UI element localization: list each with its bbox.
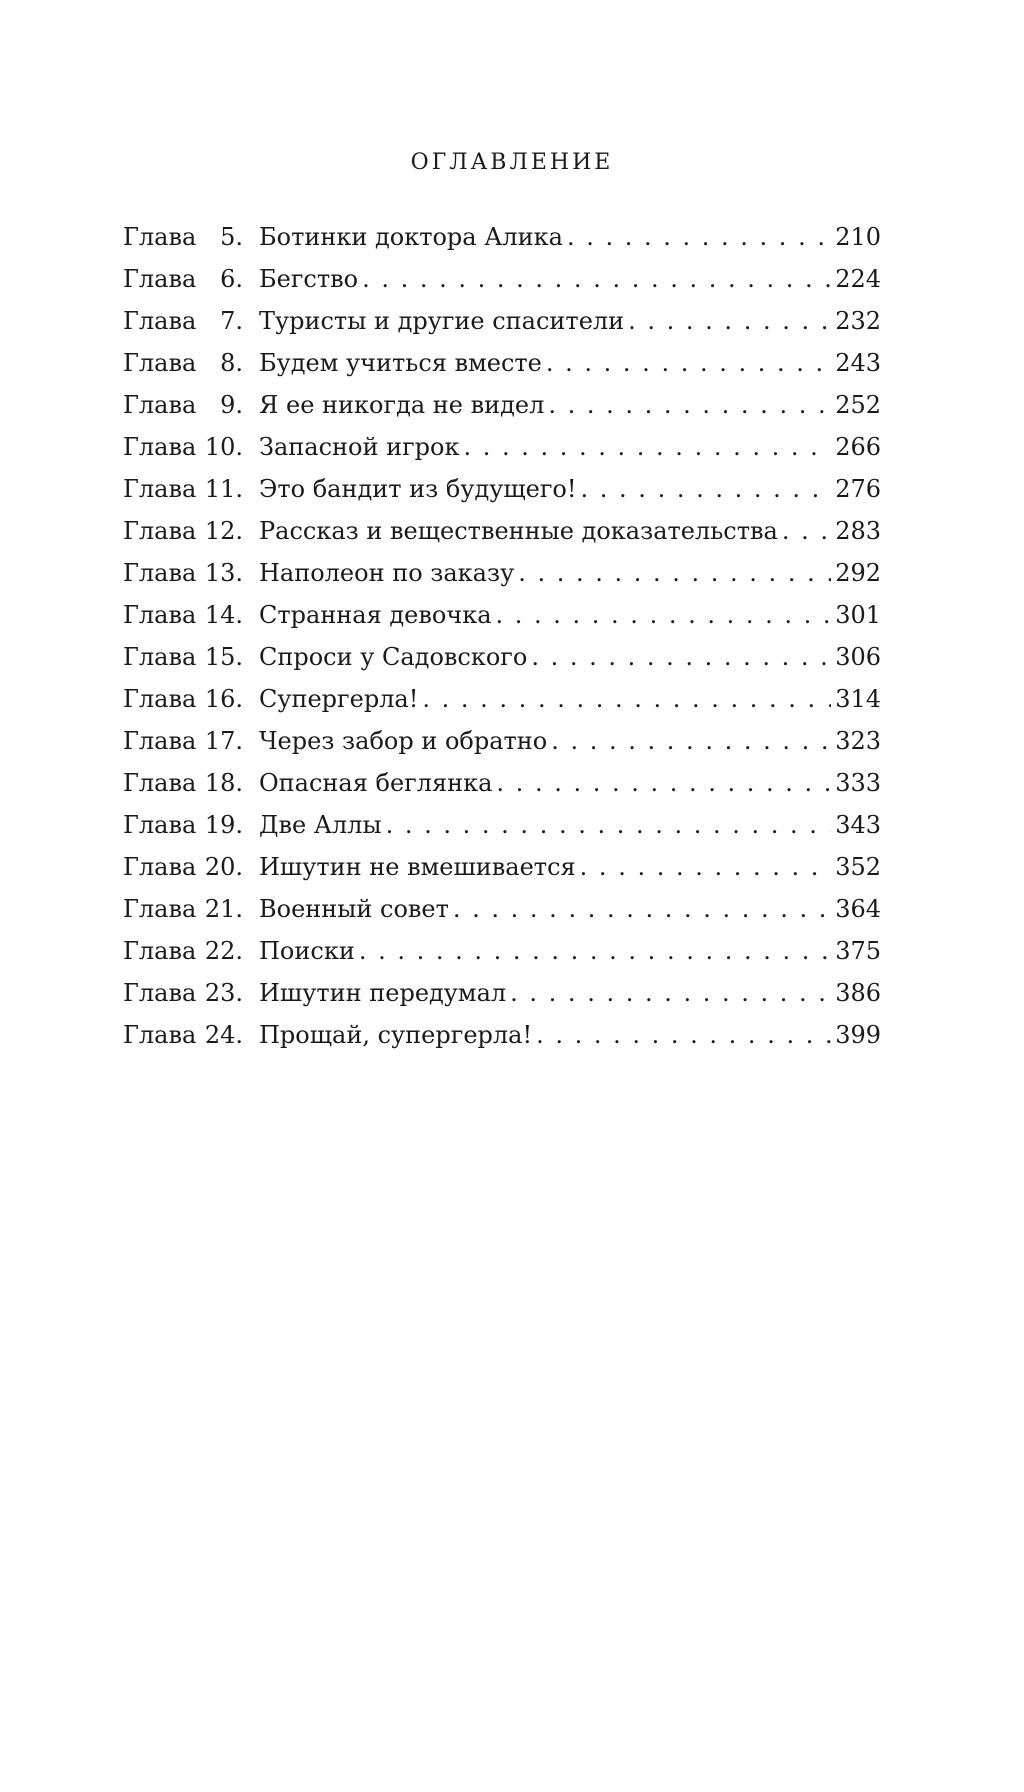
toc-entry — [123, 552, 881, 594]
dot-leader — [518, 552, 831, 594]
chapter-label: Глава — [123, 895, 197, 923]
chapter-number: 14. — [204, 601, 243, 629]
dot-leader — [422, 678, 831, 720]
chapter-number: 23. — [204, 979, 243, 1007]
chapter-label: Глава — [123, 559, 197, 587]
dot-leader — [567, 216, 831, 258]
page-number: 333 — [835, 769, 881, 797]
page-number: 352 — [835, 853, 881, 881]
chapter-label: Глава — [123, 517, 197, 545]
chapter-label: Глава — [123, 475, 197, 503]
dot-leader — [496, 762, 831, 804]
chapter-title: Наполеон по заказу — [259, 559, 515, 587]
page-number: 243 — [835, 349, 881, 377]
chapter-label: Глава — [123, 307, 197, 335]
dot-leader — [782, 510, 831, 552]
chapter-title: Бегство — [259, 265, 359, 293]
chapter-number: 9. — [220, 391, 243, 419]
chapter-number: 6. — [220, 265, 243, 293]
chapter-number: 5. — [220, 223, 243, 251]
page-number: 276 — [835, 475, 881, 503]
toc-entry — [123, 804, 881, 846]
page-number: 306 — [835, 643, 881, 671]
chapter-label: Глава — [123, 265, 197, 293]
page-number: 292 — [835, 559, 881, 587]
toc-entry — [123, 300, 881, 342]
chapter-number: 7. — [220, 307, 243, 335]
dot-leader — [510, 972, 831, 1014]
toc-entry — [123, 594, 881, 636]
toc-entry — [123, 972, 881, 1014]
chapter-number: 18. — [204, 769, 243, 797]
chapter-label: Глава — [123, 391, 197, 419]
chapter-title: Запасной игрок — [259, 433, 460, 461]
dot-leader — [359, 930, 831, 972]
page-number: 386 — [835, 979, 881, 1007]
chapter-number: 22. — [204, 937, 243, 965]
dot-leader — [580, 846, 832, 888]
chapter-label: Глава — [123, 769, 197, 797]
page-number: 224 — [835, 265, 881, 293]
dot-leader — [581, 468, 832, 510]
dot-leader — [453, 888, 831, 930]
chapter-title: Прощай, супергерла! — [259, 1021, 533, 1049]
toc-entry — [123, 720, 881, 762]
dot-leader — [536, 1014, 831, 1056]
chapter-number: 20. — [204, 853, 243, 881]
toc-entry — [123, 258, 881, 300]
chapter-number: 11. — [204, 475, 243, 503]
dot-leader — [548, 384, 831, 426]
chapter-title: Ботинки доктора Алика — [259, 223, 563, 251]
page-number: 252 — [835, 391, 881, 419]
dot-leader — [496, 594, 832, 636]
toc-entry — [123, 510, 881, 552]
dot-leader — [463, 426, 831, 468]
chapter-title: Супергерла! — [259, 685, 419, 713]
chapter-title: Через забор и обратно — [259, 727, 548, 755]
toc-entry — [123, 678, 881, 720]
chapter-number: 21. — [204, 895, 243, 923]
chapter-number: 17. — [204, 727, 243, 755]
toc-entry — [123, 636, 881, 678]
page-number: 210 — [835, 223, 881, 251]
toc-entry — [123, 762, 881, 804]
page-number: 399 — [835, 1021, 881, 1049]
chapter-title: Поиски — [259, 937, 355, 965]
dot-leader — [628, 300, 831, 342]
toc-entry — [123, 930, 881, 972]
page-number: 375 — [835, 937, 881, 965]
page-number: 301 — [835, 601, 881, 629]
toc-entry — [123, 846, 881, 888]
toc-entry — [123, 468, 881, 510]
chapter-title: Странная девочка — [259, 601, 492, 629]
chapter-title: Опасная беглянка — [259, 769, 493, 797]
chapter-label: Глава — [123, 433, 197, 461]
chapter-title: Рассказ и вещественные доказательства — [259, 517, 778, 545]
dot-leader — [362, 258, 831, 300]
page-number: 266 — [835, 433, 881, 461]
toc-heading: ОГЛАВЛЕНИЕ — [410, 150, 614, 175]
chapter-number: 8. — [220, 349, 243, 377]
chapter-label: Глава — [123, 727, 197, 755]
chapter-title: Ишутин передумал — [259, 979, 507, 1007]
toc-entry — [123, 1014, 881, 1056]
toc-entry — [123, 216, 881, 258]
chapter-number: 19. — [204, 811, 243, 839]
chapter-label: Глава — [123, 811, 197, 839]
toc-entry — [123, 426, 881, 468]
chapter-title: Я ее никогда не видел — [259, 391, 545, 419]
chapter-label: Глава — [123, 643, 197, 671]
chapter-title: Туристы и другие спасители — [259, 307, 625, 335]
chapter-label: Глава — [123, 349, 197, 377]
chapter-label: Глава — [123, 223, 197, 251]
chapter-number: 12. — [204, 517, 243, 545]
chapter-title: Спроси у Садовского — [259, 643, 528, 671]
dot-leader — [531, 636, 831, 678]
page-number: 364 — [835, 895, 881, 923]
chapter-label: Глава — [123, 685, 197, 713]
page-number: 232 — [835, 307, 881, 335]
chapter-title: Две Аллы — [259, 811, 382, 839]
chapter-title: Это бандит из будущего! — [259, 475, 577, 503]
chapter-number: 24. — [204, 1021, 243, 1049]
chapter-label: Глава — [123, 979, 197, 1007]
toc-entry — [123, 342, 881, 384]
chapter-number: 16. — [204, 685, 243, 713]
chapter-label: Глава — [123, 1021, 197, 1049]
page-number: 283 — [835, 517, 881, 545]
dot-leader — [551, 720, 831, 762]
page-number: 323 — [835, 727, 881, 755]
chapter-number: 15. — [204, 643, 243, 671]
chapter-number: 13. — [204, 559, 243, 587]
chapter-label: Глава — [123, 601, 197, 629]
chapter-label: Глава — [123, 853, 197, 881]
chapter-title: Военный совет — [259, 895, 449, 923]
chapter-number: 10. — [204, 433, 243, 461]
chapter-title: Ишутин не вмешивается — [259, 853, 576, 881]
dot-leader — [386, 804, 832, 846]
page-number: 314 — [835, 685, 881, 713]
chapter-title: Будем учиться вместе — [259, 349, 542, 377]
page-number: 343 — [835, 811, 881, 839]
table-of-contents — [123, 216, 881, 1056]
chapter-label: Глава — [123, 937, 197, 965]
dot-leader — [546, 342, 831, 384]
toc-entry — [123, 384, 881, 426]
toc-entry — [123, 888, 881, 930]
